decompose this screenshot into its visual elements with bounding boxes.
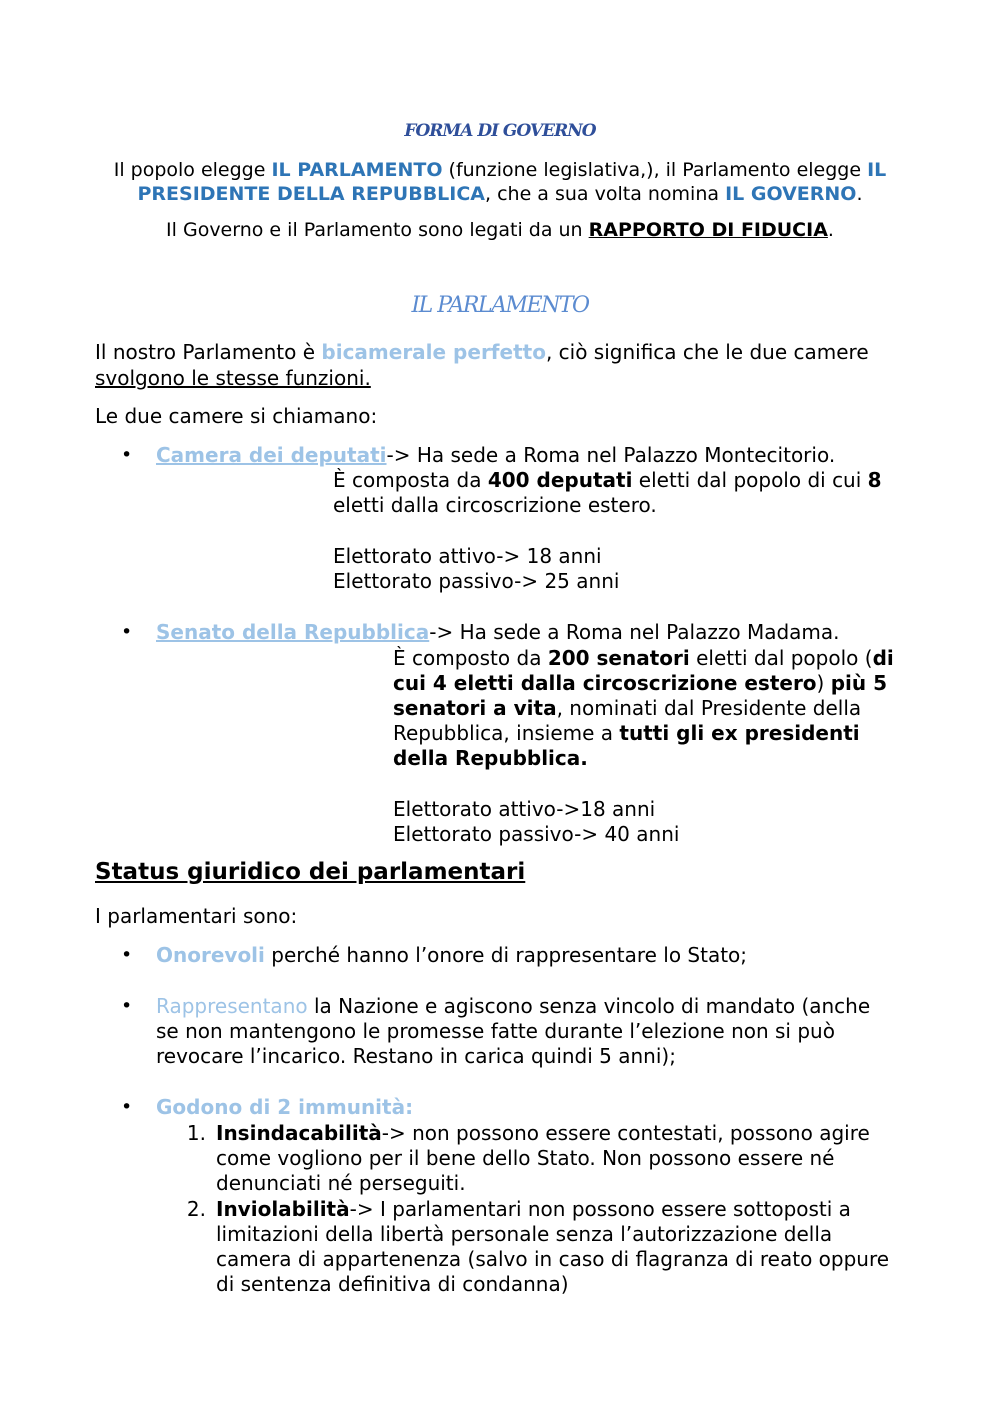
intro-text-1: Il popolo elegge <box>113 159 272 181</box>
inviolabilita-line-2: limitazioni della libertà personale senza l’autorizzazione della <box>216 1222 833 1246</box>
senato-heading <box>156 620 840 645</box>
senato-s4: Repubblica, insieme a <box>393 721 620 745</box>
inviolabilita-line-4: di sentenza definitiva di condanna) <box>216 1272 569 1296</box>
bullet-dot: • <box>121 1096 133 1118</box>
senato-s3: senatori a vita <box>393 696 557 720</box>
senato-s4b: tutti gli ex presidenti <box>619 721 860 745</box>
onorevoli-item <box>156 943 747 968</box>
insindacabilita-line-1 <box>216 1121 870 1146</box>
immunita-heading: Godono di 2 immunità: <box>156 1095 414 1119</box>
rappresentano-line-3: revocare l’incarico. Restano in carica quindi 5 anni); <box>156 1044 676 1068</box>
insindacabilita-term: Insindacabilità <box>216 1121 382 1145</box>
senato-elettorato-passivo: Elettorato passivo-> 40 anni <box>393 822 680 846</box>
camera-c1: È composta da <box>333 468 488 492</box>
camera-line-1 <box>333 468 882 493</box>
bullet-dot: • <box>121 621 133 643</box>
senato-line-2 <box>393 671 887 696</box>
camera-rest: -> Ha sede a Roma nel Palazzo Montecitorio. <box>386 443 836 467</box>
senato-s1c: eletti dal popolo ( <box>689 646 873 670</box>
camera-c1c: eletti dal popolo di cui <box>632 468 868 492</box>
senato-s2c: più 5 <box>830 671 888 695</box>
list-number: 1. <box>186 1121 206 1145</box>
bullet-dot: • <box>121 995 133 1017</box>
intro-governo: IL GOVERNO <box>725 183 857 205</box>
camera-elettorato-attivo: Elettorato attivo-> 18 anni <box>333 544 602 568</box>
inviolabilita-text: -> I parlamentari non possono essere sottoposti a <box>349 1197 851 1221</box>
senato-link[interactable]: Senato della Repubblica <box>156 620 430 644</box>
bicam-text-1: Il nostro Parlamento è <box>95 340 322 364</box>
senato-count: 200 senatori <box>547 646 690 670</box>
bullet-dot: • <box>121 944 133 966</box>
camera-heading <box>156 443 835 468</box>
intro-parlamento: IL PARLAMENTO <box>271 159 443 181</box>
senato-s2: cui 4 eletti dalla circoscrizione estero <box>393 671 817 695</box>
intro-text-4: . <box>856 183 863 205</box>
senato-elettorato-attivo: Elettorato attivo->18 anni <box>393 797 656 821</box>
fiducia-rapporto: RAPPORTO DI FIDUCIA <box>588 219 828 241</box>
senato-s1d: di <box>872 646 894 670</box>
camera-link[interactable]: Camera dei deputati <box>156 443 387 467</box>
status-intro: I parlamentari sono: <box>95 904 298 928</box>
bullet-dot: • <box>121 444 133 466</box>
rappresentano-line-1 <box>156 994 870 1019</box>
bicam-text-2: , ciò significa che le due camere <box>545 340 869 364</box>
senato-line-1 <box>393 646 894 671</box>
insindacabilita-line-3: denunciati né perseguiti. <box>216 1171 466 1195</box>
inviolabilita-term: Inviolabilità <box>216 1197 350 1221</box>
bicameral-line-2: svolgono le stesse funzioni. <box>95 366 371 390</box>
senato-s1: È composto da <box>393 646 548 670</box>
rappresentano-text-1: la Nazione e agiscono senza vincolo di mandato (anche <box>307 994 871 1018</box>
fiducia-text-1: Il Governo e il Parlamento sono legati da un <box>166 219 589 241</box>
onorevoli-accent: Onorevoli <box>156 943 265 967</box>
senato-rest: -> Ha sede a Roma nel Palazzo Madama. <box>429 620 840 644</box>
intro-line-1 <box>0 158 1000 183</box>
senato-line-3 <box>393 696 861 721</box>
intro-presidente: PRESIDENTE DELLA REPUBBLICA <box>137 183 485 205</box>
intro-text-2: (funzione legislativa,), il Parlamento elegge <box>442 159 868 181</box>
camere-intro: Le due camere si chiamano: <box>95 404 378 428</box>
insindacabilita-line-2: come vogliono per il bene dello Stato. Non possono essere né <box>216 1146 835 1170</box>
senato-line-5: della Repubblica. <box>393 746 588 770</box>
intro-text-3: , che a sua volta nomina <box>485 183 726 205</box>
inviolabilita-line-3: camera di appartenenza (salvo in caso di flagranza di reato oppure <box>216 1247 890 1271</box>
senato-s3b: , nominati dal Presidente della <box>556 696 862 720</box>
fiducia-text-2: . <box>827 219 834 241</box>
senato-line-4 <box>393 721 860 746</box>
rappresentano-line-2: se non mantengono le promesse fatte durante l’elezione non si può <box>156 1019 835 1043</box>
list-number: 2. <box>186 1197 206 1221</box>
bicameral-line-1 <box>95 340 869 365</box>
insindacabilita-text: -> non possono essere contestati, possono agire <box>381 1121 870 1145</box>
title-forma-di-governo: FORMA DI GOVERNO <box>404 121 596 141</box>
camera-deputati-count: 400 deputati <box>487 468 633 492</box>
title-il-parlamento: IL PARLAMENTO <box>411 293 589 318</box>
camera-estero-count: 8 <box>867 468 882 492</box>
onorevoli-rest: perché hanno l’onore di rappresentare lo Stato; <box>264 943 748 967</box>
status-heading: Status giuridico dei parlamentari <box>95 859 526 885</box>
inviolabilita-line-1 <box>216 1197 851 1222</box>
intro-il: IL <box>867 159 887 181</box>
rappresentano-accent: Rappresentano <box>156 994 308 1018</box>
camera-line-2: eletti dalla circoscrizione estero. <box>333 493 657 517</box>
intro-line-2 <box>0 182 1000 207</box>
camera-elettorato-passivo: Elettorato passivo-> 25 anni <box>333 569 620 593</box>
bicam-accent: bicamerale perfetto <box>321 340 546 364</box>
senato-s2b: ) <box>816 671 831 695</box>
fiducia-line <box>0 218 1000 243</box>
